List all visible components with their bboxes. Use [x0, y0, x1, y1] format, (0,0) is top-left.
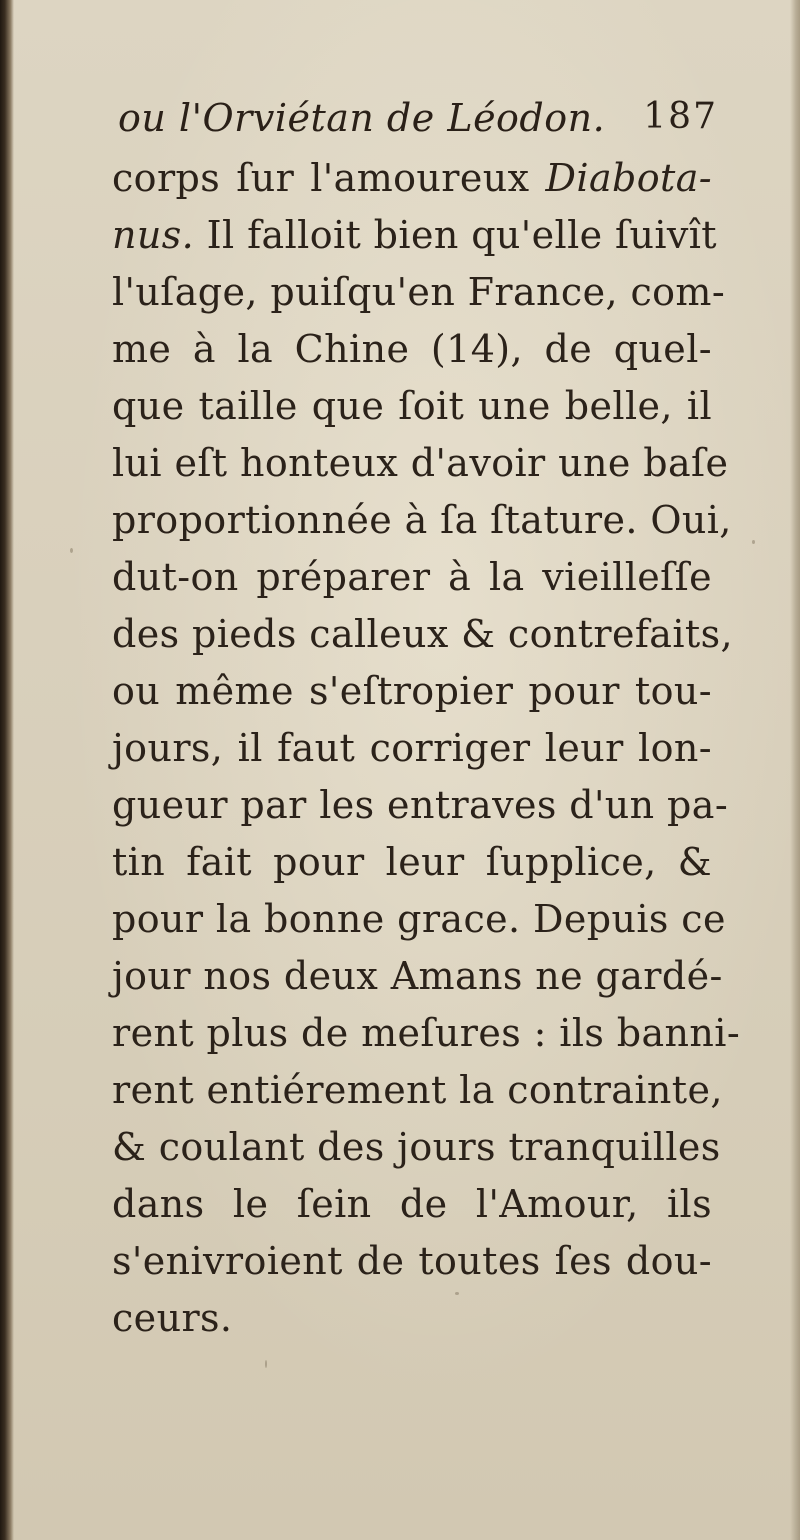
- text-line: proportionnée à ſa ſtature. Oui,: [112, 498, 732, 542]
- text-line: & coulant des jours tranquilles: [112, 1125, 721, 1169]
- paper-speck: [455, 1292, 459, 1295]
- text-line: rent entiérement la contrainte,: [112, 1068, 723, 1112]
- text-line: ou même s'eſtropier pour tou-: [112, 669, 712, 713]
- page-fore-edge: [790, 0, 800, 1540]
- text-line: corps ſur l'amoureux Diabota-: [112, 156, 712, 200]
- text-line: nus. Il falloit bien qu'elle ſuivît: [112, 213, 717, 257]
- text-line: dans le ſein de l'Amour, ils: [112, 1182, 712, 1226]
- text-line: l'uſage, puiſqu'en France, com-: [112, 270, 726, 314]
- text-line: rent plus de meſures : ils banni-: [112, 1011, 741, 1055]
- paper-speck: [70, 548, 73, 553]
- text-line: ceurs.: [112, 1296, 233, 1340]
- text-line: que taille que ſoit une belle, il: [112, 384, 712, 428]
- paper-speck: [752, 540, 755, 544]
- book-binding-edge: [0, 0, 14, 1540]
- text-line: jours, il faut corriger leur lon-: [112, 726, 712, 770]
- paper-speck: [265, 1360, 267, 1368]
- text-line: dut-on préparer à la vieilleſſe: [112, 555, 712, 599]
- text-line: s'enivroient de toutes ſes dou-: [112, 1239, 712, 1283]
- text-line: lui eſt honteux d'avoir une baſe: [112, 441, 729, 485]
- text-line: tin fait pour leur ſupplice, &: [112, 840, 712, 884]
- text-line: me à la Chine (14), de quel-: [112, 327, 712, 371]
- running-title: ou l'Orviétan de Léodon.: [118, 96, 606, 140]
- running-head: [118, 96, 718, 152]
- text-line: gueur par les entraves d'un pa-: [112, 783, 729, 827]
- page-number: 187: [643, 96, 718, 137]
- text-line: jour nos deux Amans ne gardé-: [112, 954, 723, 998]
- text-line: pour la bonne grace. Depuis ce: [112, 897, 726, 941]
- text-line: des pieds calleux & contrefaits,: [112, 612, 733, 656]
- body-text: [112, 150, 741, 1347]
